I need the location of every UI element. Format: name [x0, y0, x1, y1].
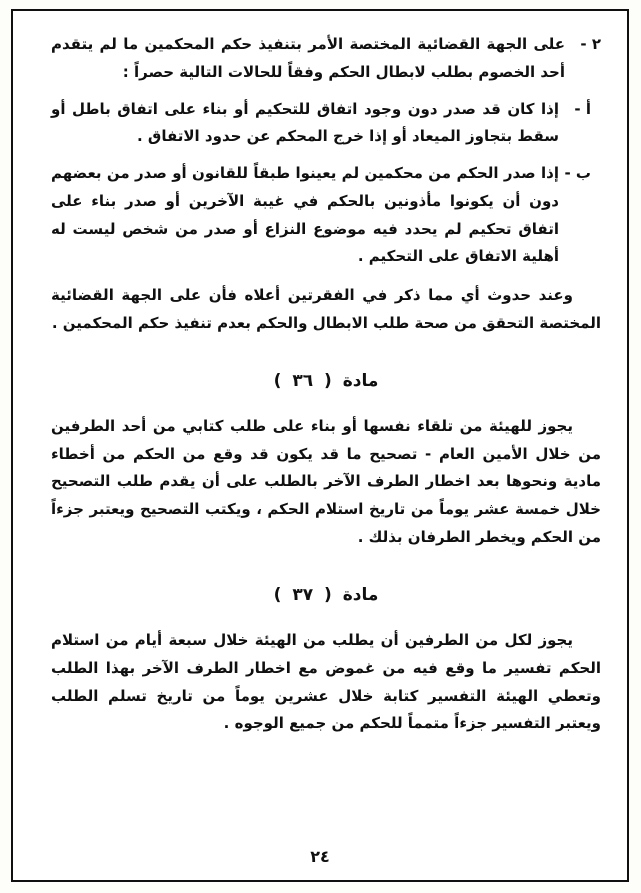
clause-a-marker: أ - [574, 99, 591, 118]
article-37-body: يجوز لكل من الطرفين أن يطلب من الهيئة خلال سبعة أيام من استلام الحكم تفسير ما وقع فيه من غموض مع اخطار الطرف الآخر بهذا الطلب وتعطي الهيئة التفسير كتابة خلال عشرين يوماً من تاريخ تسلم الطلب ويعتبر التفسير جزءاً متمماً للحكم من جميع الوجوه . [51, 631, 601, 733]
clause-b-marker: ب - [564, 164, 591, 182]
page-content [13, 11, 627, 738]
clause-b-text: إذا صدر الحكم من محكمين لم يعينوا طبقاً للقانون أو صدر من بعضهم دون أن يكونوا مأذونين بالحكم في غيبة الآخرين أو صدر بناء على اتفاق تحكيم لم يحدد فيه موضوع النزاع أو صدر من شخص ليست له أهلية الاتفاق على التحكيم . [51, 164, 559, 266]
closing-paragraph: وعند حدوث أي مما ذكر في الفقرتين أعلاه فأن على الجهة القضائية المختصة التحقق من صحة طلب الابطال والحكم بعدم تنفيذ حكم المحكمين . [51, 286, 601, 332]
page-number: ٢٤ [310, 847, 330, 866]
article-37-heading: مادة ( ٣٧ ) [273, 584, 379, 605]
clause-2-text: على الجهة القضائية المختصة الأمر بتنفيذ حكم المحكمين ما لم يتقدم أحد الخصوم بطلب لابطال الحكم وفقاً للحالات التالية حصراً : [51, 35, 565, 81]
clause-2-marker: ٢ - [580, 35, 601, 53]
article-36-body: يجوز للهيئة من تلقاء نفسها أو بناء على طلب كتابي من أحد الطرفين من خلال الأمين العام - تصحيح ما قد يكون قد وقع من الحكم من أخطاء مادية ونحوها بعد اخطار الطرف الآخر بالطلب على أن يقدم طلب التصحيح خلال خمسة عشر يوماً من تاريخ استلام الحكم ، ويكتب التصحيح ويعتبر جزءاً من الحكم ويخطر الطرفان بذلك . [51, 416, 601, 546]
clause-item-a [51, 96, 601, 152]
clause-item-b [51, 160, 601, 271]
article-36-heading: مادة ( ٣٦ ) [273, 370, 379, 391]
clause-a-text: إذا كان قد صدر دون وجود اتفاق للتحكيم أو بناء على اتفاق باطل أو سقط بتجاوز الميعاد أو إذا خرج المحكم عن حدود الاتفاق . [51, 99, 559, 146]
clause-item-2 [51, 31, 601, 87]
page-border-frame [11, 9, 629, 882]
